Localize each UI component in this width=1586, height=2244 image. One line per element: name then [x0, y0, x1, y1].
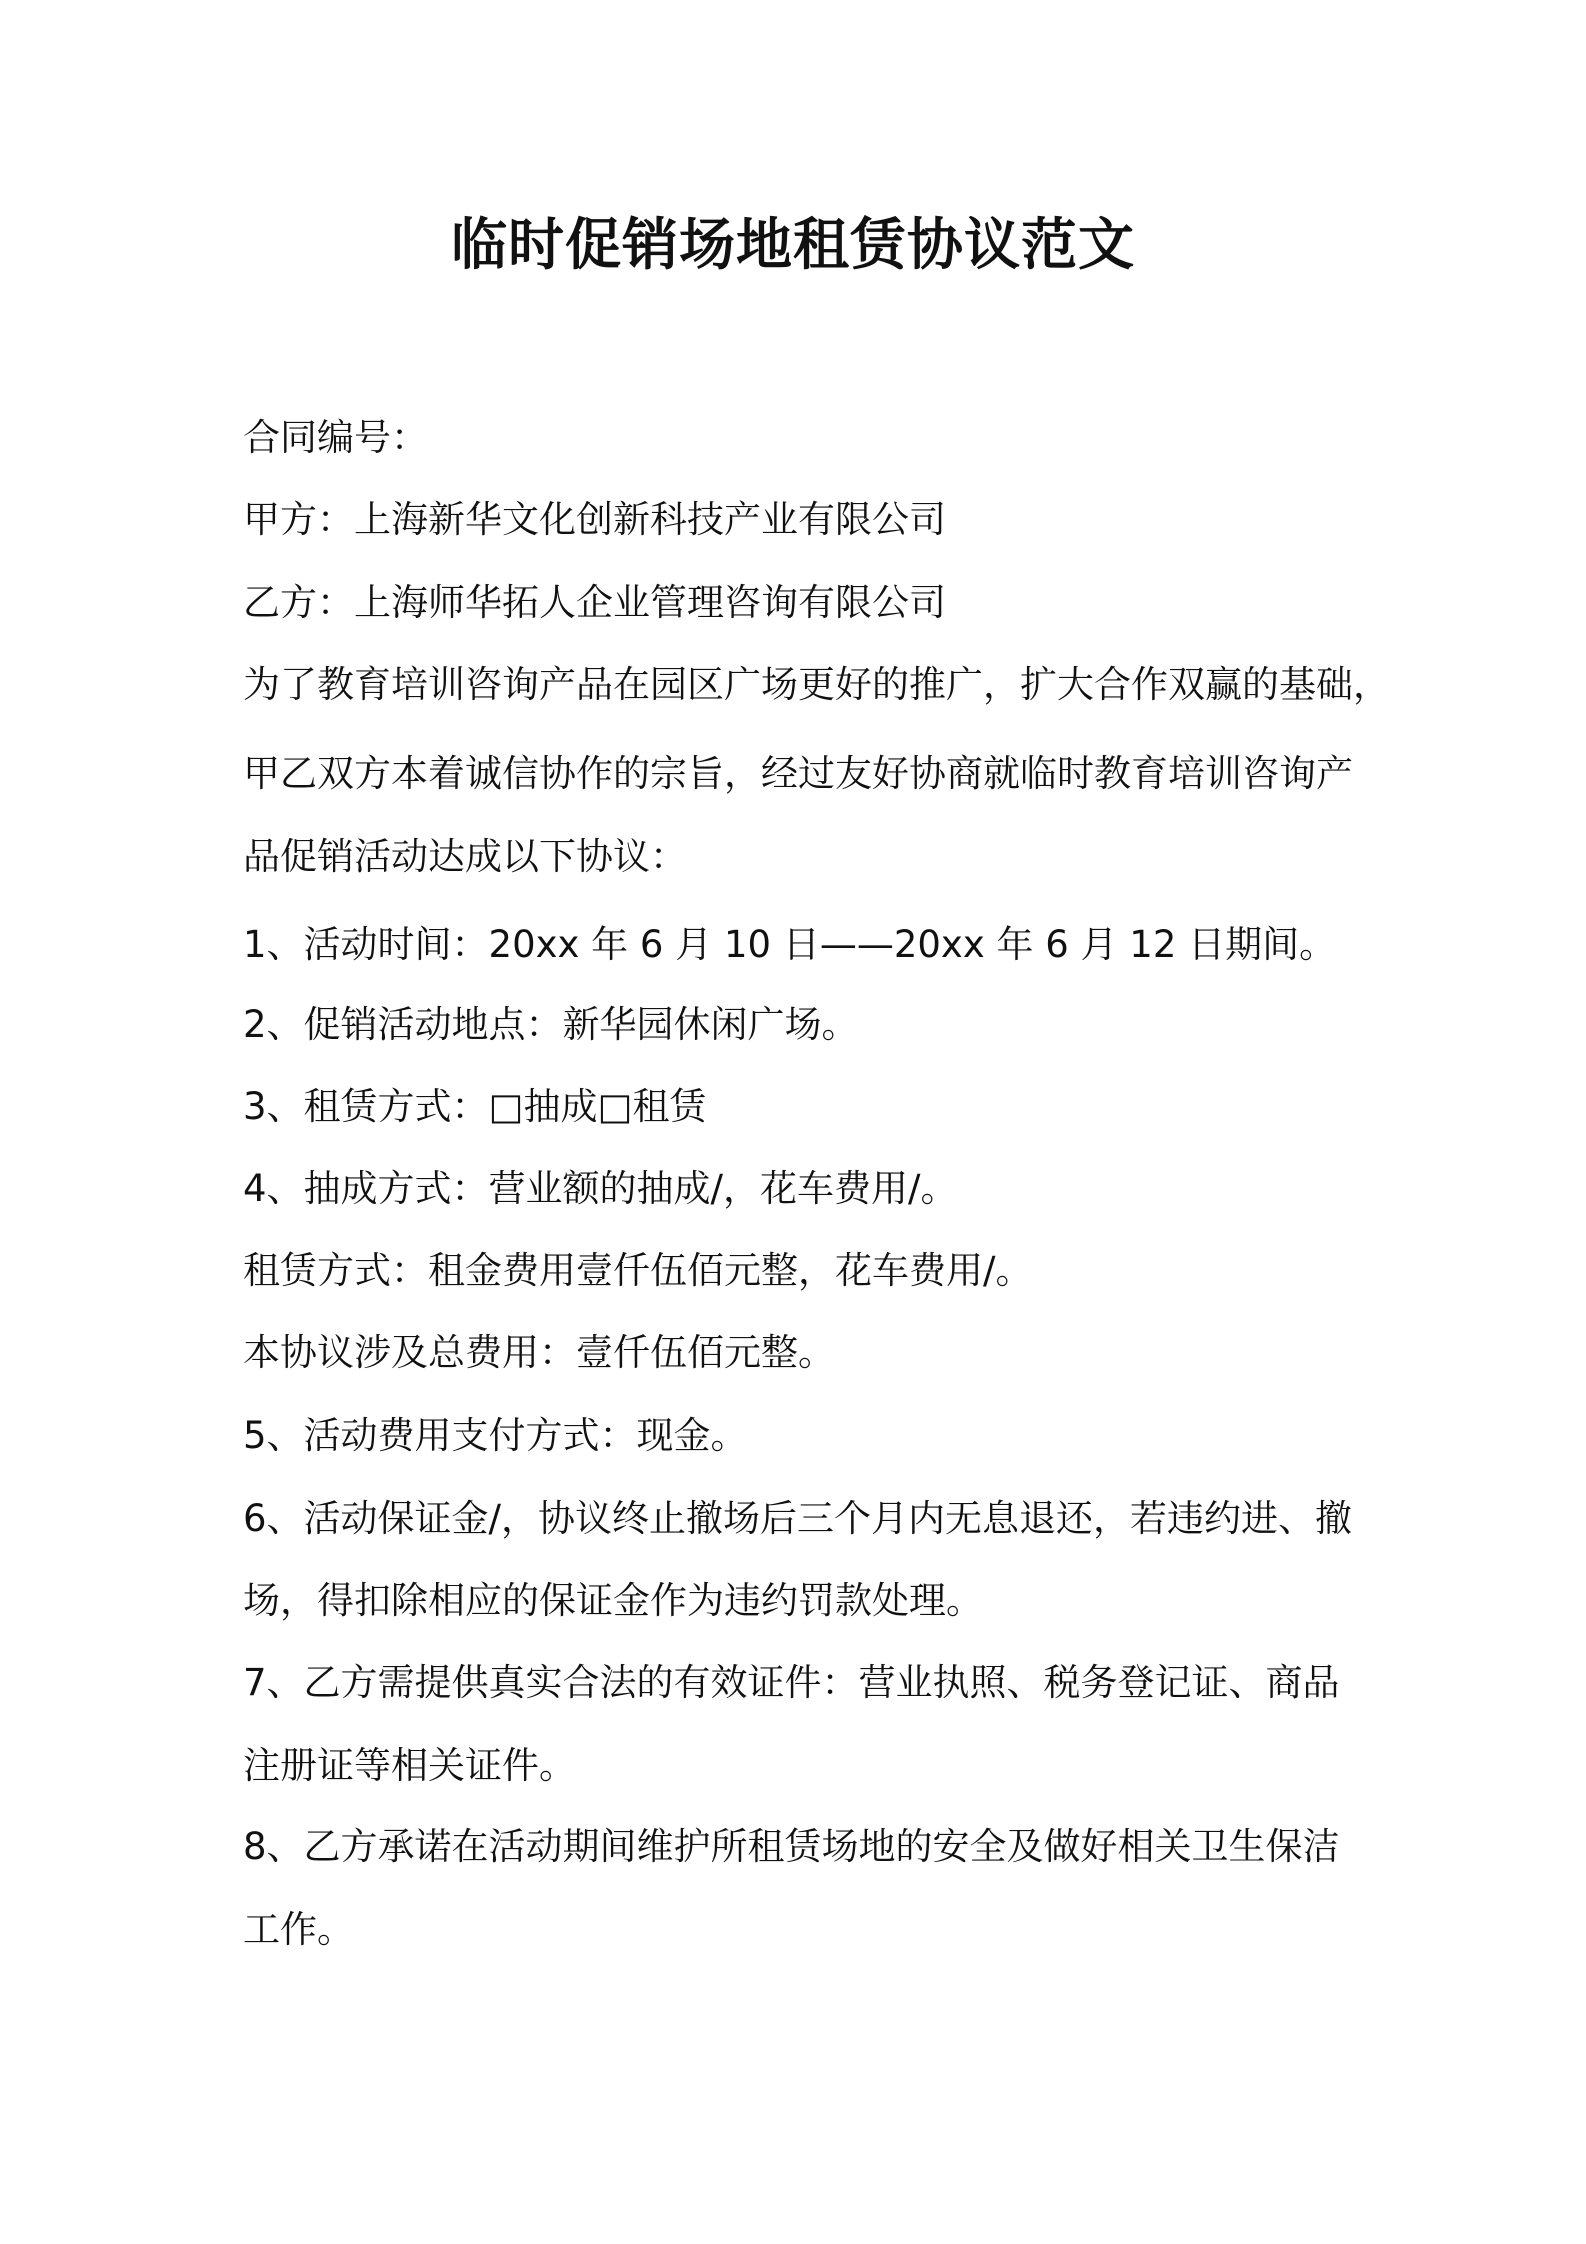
clause-2: 2、促销活动地点：新华园休闲广场。 — [243, 1003, 859, 1046]
clause-3: 3、租赁方式：□抽成□租赁 — [243, 1085, 707, 1128]
party-b-line: 乙方：上海师华拓人企业管理咨询有限公司 — [243, 581, 946, 624]
document-title: 临时促销场地租赁协议范文 — [451, 213, 1135, 278]
party-a-line: 甲方：上海新华文化创新科技产业有限公司 — [243, 498, 946, 541]
clause-7-line-1: 7、乙方需提供真实合法的有效证件：营业执照、税务登记证、商品 — [243, 1661, 1340, 1704]
contract-number-line: 合同编号： — [243, 416, 428, 459]
preamble-line-3: 品促销活动达成以下协议： — [243, 835, 687, 878]
clause-4: 4、抽成方式：营业额的抽成/，花车费用/。 — [243, 1167, 958, 1210]
clause-4-rent-mode: 租赁方式：租金费用壹仟伍佰元整，花车费用/。 — [243, 1249, 1033, 1292]
clause-4-total-fee: 本协议涉及总费用：壹仟伍佰元整。 — [243, 1331, 835, 1374]
clause-6-line-1: 6、活动保证金/，协议终止撤场后三个月内无息退还，若违约进、撤 — [243, 1497, 1353, 1540]
clause-7-line-2: 注册证等相关证件。 — [243, 1744, 576, 1787]
clause-6-line-2: 场，得扣除相应的保证金作为违约罚款处理。 — [243, 1579, 983, 1622]
clause-8-line-2: 工作。 — [243, 1908, 354, 1951]
preamble-line-2: 甲乙双方本着诚信协作的宗旨，经过友好协商就临时教育培训咨询产 — [243, 752, 1353, 795]
preamble-line-1: 为了教育培训咨询产品在园区广场更好的推广，扩大合作双赢的基础， — [243, 663, 1390, 706]
clause-1: 1、活动时间：20xx 年 6 月 10 日——20xx 年 6 月 12 日期间。 — [243, 923, 1337, 966]
clause-8-line-1: 8、乙方承诺在活动期间维护所租赁场地的安全及做好相关卫生保洁 — [243, 1825, 1340, 1868]
clause-5: 5、活动费用支付方式：现金。 — [243, 1414, 748, 1457]
